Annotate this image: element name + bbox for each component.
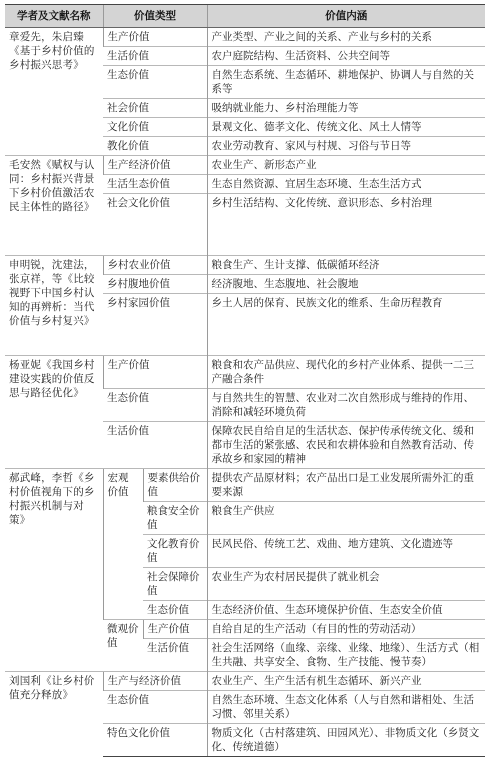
value-content-cell: 乡土人居的保育、民族文化的维系、生命历程教育 — [207, 294, 485, 356]
value-content-cell: 自给自足的生产活动（有目的性的劳动活动） — [207, 620, 485, 639]
value-content-cell: 农业生产、新形态产业 — [207, 156, 485, 175]
author-cell: 杨亚妮《我国乡村建设实践的价值反思与路径优化》 — [5, 356, 103, 469]
value-type-cell: 生活价值 — [143, 639, 207, 672]
value-type-cell: 生活价值 — [103, 422, 207, 469]
value-type-cell: 生态价值 — [103, 66, 207, 99]
table-row — [5, 672, 485, 691]
value-table — [5, 4, 485, 757]
value-type-cell: 教化价值 — [103, 137, 207, 156]
value-content-cell: 农户庭院结构、生活资料、公共空间等 — [207, 47, 485, 66]
value-type-cell: 生产与经济价值 — [103, 672, 207, 691]
header-author: 学者及文献名称 — [5, 5, 103, 28]
value-content-cell: 产业类型、产业之间的关系、产业与乡村的关系 — [207, 28, 485, 47]
value-content-cell: 农业生产、生产生活有机生态循环、新兴产业 — [207, 672, 485, 691]
value-type-cell: 文化教育价值 — [143, 535, 207, 568]
value-content-cell: 粮食生产、生计支撑、低碳循环经济 — [207, 256, 485, 275]
value-type-cell: 生产价值 — [103, 356, 207, 389]
value-content-cell: 自然生态环境、生态文化体系（人与自然和谐相处、生活习惯、邻里关系） — [207, 691, 485, 724]
value-content-cell: 粮食和农产品供应、现代化的乡村产业体系、提供一二三产融合条件 — [207, 356, 485, 389]
author-cell: 章爱先，朱启臻《基于乡村价值的乡村振兴思考》 — [5, 28, 103, 156]
value-type-cell: 特色文化价值 — [103, 724, 207, 757]
subgroup-cell: 宏观价值 — [103, 469, 143, 620]
value-type-cell: 生态价值 — [143, 601, 207, 620]
value-type-cell: 乡村家园价值 — [103, 294, 207, 356]
author-cell: 毛安然《赋权与认同：乡村振兴背景下乡村价值激活农民主体性的路径》 — [5, 156, 103, 256]
value-content-cell: 保障农民自给自足的生活状态、保护传承传统文化、缓和都市生活的紧张感、农民和农耕体验和自然教育活动、传承故乡和家园的精神 — [207, 422, 485, 469]
value-content-cell: 农业劳动教育、家风与村规、习俗与节日等 — [207, 137, 485, 156]
value-type-cell: 生活生态价值 — [103, 175, 207, 194]
table-row — [5, 156, 485, 175]
value-type-cell: 粮食安全价值 — [143, 502, 207, 535]
header-value-type: 价值类型 — [103, 5, 207, 28]
value-type-cell: 生产经济价值 — [103, 156, 207, 175]
table-body — [5, 28, 485, 757]
value-content-cell: 社会生活网络（血缘、亲缘、业缘、地缘）、生活方式（相生共融、共享安全、食物、生产技能、慢节奏） — [207, 639, 485, 672]
value-content-cell: 提供农产品原材料；农产品出口是工业发展所需外汇的重要来源 — [207, 469, 485, 502]
author-cell: 申明锐，沈建法，张京祥，等《比较视野下中国乡村认知的再辨析：当代价值与乡村复兴》 — [5, 256, 103, 356]
author-cell: 刘国利《让乡村价值充分释放》 — [5, 672, 103, 757]
header-value-content: 价值内涵 — [207, 5, 485, 28]
value-content-cell: 经济腹地、生态腹地、社会腹地 — [207, 275, 485, 294]
value-content-cell: 生态经济价值、生态环境保护价值、生态安全价值 — [207, 601, 485, 620]
value-content-cell: 与自然共生的智慧、农业对二次自然形成与维持的作用、消除和减轻环境负荷 — [207, 389, 485, 422]
value-type-cell: 社会保障价值 — [143, 568, 207, 601]
value-content-cell: 自然生态系统、生态循环、耕地保护、协调人与自然的关系等 — [207, 66, 485, 99]
value-type-cell: 生态价值 — [103, 691, 207, 724]
value-type-cell: 生产价值 — [103, 28, 207, 47]
value-content-cell: 民风民俗、传统工艺、戏曲、地方建筑、文化遗迹等 — [207, 535, 485, 568]
header-row — [5, 5, 485, 28]
value-type-cell: 乡村腹地价值 — [103, 275, 207, 294]
table-row — [5, 28, 485, 47]
author-cell: 郝武峰，李哲《乡村价值视角下的乡村振兴机制与对策》 — [5, 469, 103, 672]
table-row — [5, 469, 485, 502]
value-content-cell: 乡村生活结构、文化传统、意识形态、乡村治理 — [207, 194, 485, 256]
value-content-cell: 粮食生产供应 — [207, 502, 485, 535]
value-content-cell: 农业生产为农村居民提供了就业机会 — [207, 568, 485, 601]
value-content-cell: 景观文化、德孝文化、传统文化、风土人情等 — [207, 118, 485, 137]
value-type-cell: 乡村农业价值 — [103, 256, 207, 275]
value-type-cell: 文化价值 — [103, 118, 207, 137]
subgroup-cell: 微观价值 — [103, 620, 143, 672]
value-type-cell: 生态价值 — [103, 389, 207, 422]
table-row — [5, 256, 485, 275]
value-content-cell: 物质文化（古村落建筑、田园风光）、非物质文化（乡贤文化、传统道德） — [207, 724, 485, 757]
value-type-cell: 社会文化价值 — [103, 194, 207, 256]
value-type-cell: 社会价值 — [103, 99, 207, 118]
value-type-cell: 要素供给价值 — [143, 469, 207, 502]
value-type-cell: 生活价值 — [103, 47, 207, 66]
value-type-cell: 生产价值 — [143, 620, 207, 639]
value-content-cell: 生态自然资源、宜居生态环境、生态生活方式 — [207, 175, 485, 194]
value-content-cell: 吸纳就业能力、乡村治理能力等 — [207, 99, 485, 118]
table-row — [5, 356, 485, 389]
